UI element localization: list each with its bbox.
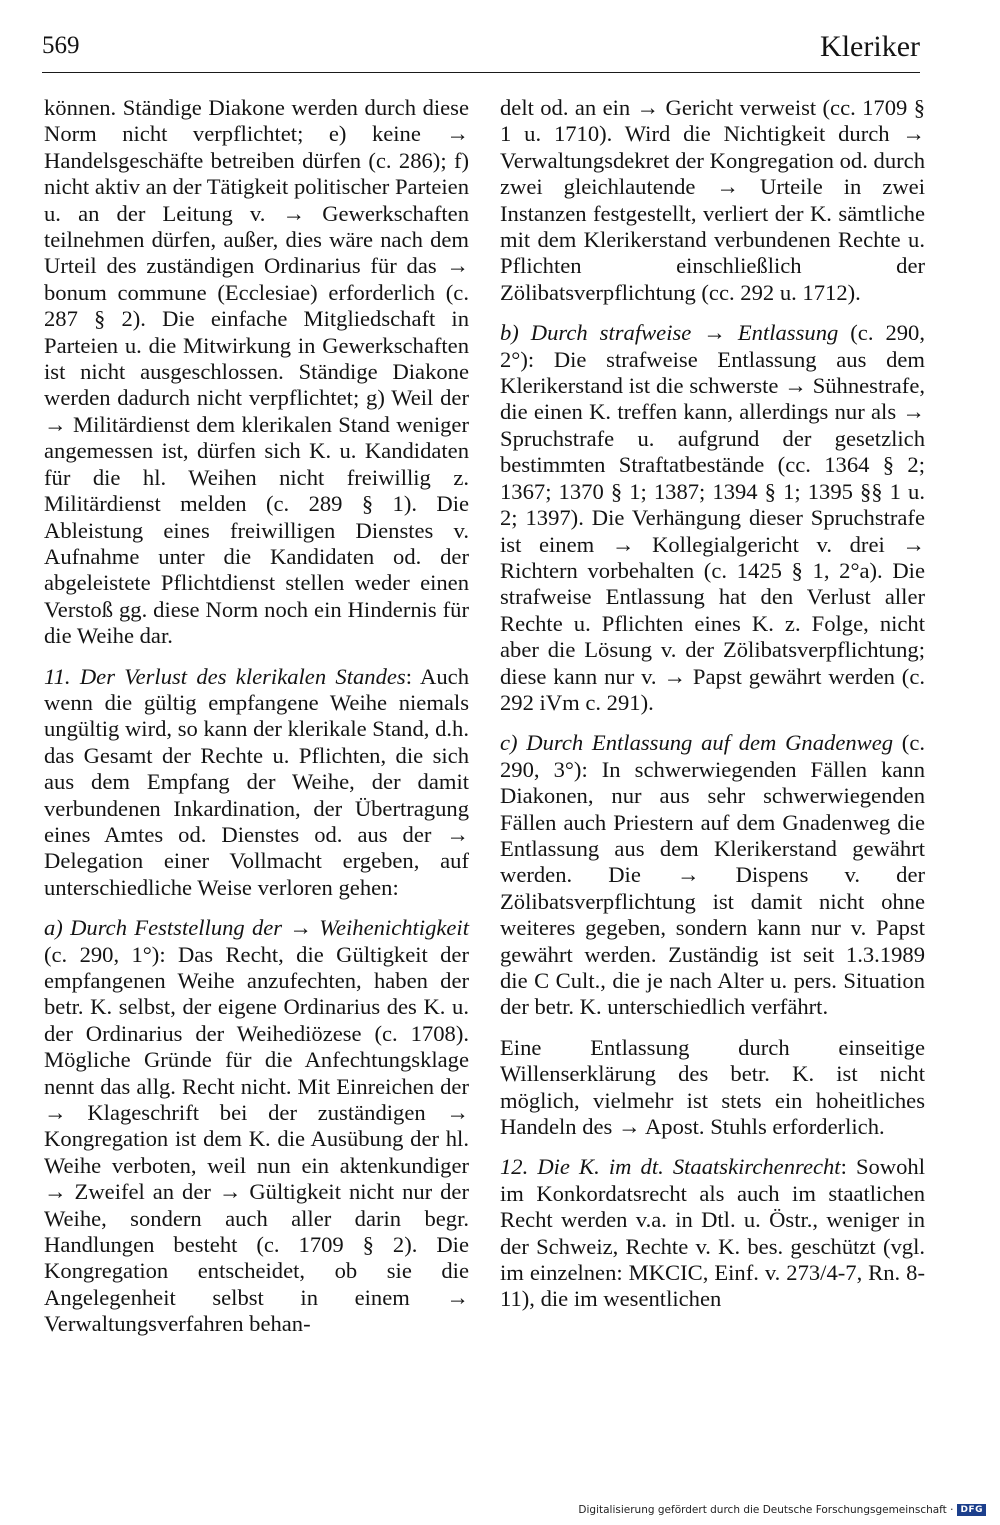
page-header: [42, 30, 920, 73]
paragraph: Eine Entlassung durch einseitige Willenserklärung des betr. K. ist nicht möglich, vielmehr ist stets ein hoheitliches Handeln des → Apost. Stuhls erforderlich.: [500, 1034, 925, 1140]
paragraph: [500, 730, 925, 1020]
paragraph-text: (c. 290, 1°): Das Recht, die Gültigkeit der empfangenen Weihe anzufechten, haben der betr. K. selbst, der eigene Ordinarius des K. u. der Ordinarius der Weihediözese (c. 1708). Mögliche Gründe für die Anfechtungsklage nennt das allg. Recht nicht. Mit Einreichen der → Klageschrift bei der zuständigen → Kongregation ist dem K. die Ausübung der hl. Weihe verboten, weil nun ein aktenkundiger → Zweifel an der → Gültigkeit nicht nur der Weihe, sondern auch aller darin begr. Handlungen besteht (c. 1709 § 2). Die Kongregation entscheidet, ob sie die Angelegenheit selbst in einem → Verwaltungsverfahren behan-: [44, 941, 469, 1337]
section-heading: 11. Der Verlust des klerikalen Standes: [44, 663, 406, 689]
paragraph: delt od. an ein → Gericht verweist (cc. 1709 § 1 u. 1710). Wird die Nichtigkeit durch → Verwaltungsdekret der Kongregation od. durch zwei gleichlautende → Urteile in zwei Instanzen festgestellt, verliert der K. sämtliche mit dem Klerikerstand verbundenen Rechte u. Pflichten einschließlich der Zölibatsverpflichtung (cc. 292 u. 1712).: [500, 95, 925, 305]
subsection-heading: b) Durch strafweise → Entlassung: [500, 320, 839, 346]
paragraph: [500, 1154, 925, 1312]
right-column: [500, 95, 925, 1327]
paragraph: [500, 320, 925, 716]
running-head: Kleriker: [820, 30, 920, 63]
paragraph-text: (c. 290, 3°): In schwerwiegenden Fällen kann Diakonen, nur aus sehr schwerwiegenden Fällen auch Priestern auf dem Gnadenweg die Entlassung aus dem Klerikerstand gewährt werden. Die → Dispens v. der Zölibatsverpflichtung ist damit nicht ohne weiteres gegeben, sondern kann nur v. Papst gewährt werden. Zuständig ist seit 1.3.1989 die C Cult., die je nach Alter u. pers. Situation der betr. K. unterschiedlich verfährt.: [500, 730, 925, 1020]
subsection-heading: a) Durch Feststellung der → Weihenichtigkeit: [44, 915, 469, 941]
paragraph-text: : Auch wenn die gültig empfangene Weihe niemals ungültig wird, so kann der klerikale Stand, d.h. das Gesamt der Rechte u. Pflichten, die sich aus dem Empfang der Weihe, der damit verbundenen Inkardination, der Übertragung eines Amtes od. Dienstes od. aus der → Delegation einer Vollmacht ergeben, auf unterschiedliche Weise verloren gehen:: [44, 663, 469, 900]
paragraph-text: (c. 290, 2°): Die strafweise Entlassung aus dem Klerikerstand ist die schwerste → Sühnestrafe, die einen K. treffen kann, allerdings nur als → Spruchstrafe u. aufgrund der gesetzlich bestimmten Straftatbestände (cc. 1364 § 2; 1367; 1370 § 1; 1387; 1394 § 1; 1395 §§ 1 u. 2; 1397). Die Verhängung dieser Spruchstrafe ist einem → Kollegialgericht v. drei → Richtern vorbehalten (c. 1425 § 1, 2°a). Die strafweise Entlassung hat den Verlust aller Rechte u. Pflichten eines K. z. Folge, nicht aber die Lösung v. der Zölibatsverpflichtung; diese kann nur v. → Papst gewährt werden (c. 292 iVm c. 291).: [500, 320, 925, 715]
subsection-heading: c) Durch Entlassung auf dem Gnadenweg: [500, 730, 894, 756]
page-number: 569: [42, 32, 80, 59]
digitization-footer: [578, 1504, 986, 1516]
paragraph: [44, 915, 469, 1338]
paragraph-text: : Sowohl im Konkordatsrecht als auch im staatlichen Recht werden v.a. in Dtl. u. Östr., weniger in der Schweiz, Rechte v. K. bes. geschützt (vgl. im einzelnen: MKCIC, Einf. v. 273/4-7, Rn. 8-11), die im wesentlichen: [500, 1154, 925, 1312]
paragraph: [44, 664, 469, 902]
paragraph: können. Ständige Diakone werden durch diese Norm nicht verpflichtet; e) keine → Handelsgeschäfte betreiben dürfen (c. 286); f) nicht aktiv an der Tätigkeit politischer Parteien u. an der Leitung v. → Gewerkschaften teilnehmen dürfen, außer, dies wäre nach dem Urteil des zuständigen Ordinarius für das → bonum commune (Ecclesiae) erforderlich (c. 287 § 2). Die einfache Mitgliedschaft in Parteien u. die Mitwirkung in Gewerkschaften ist nicht ausgeschlossen. Ständige Diakone werden dadurch nicht verpflichtet; g) Weil der → Militärdienst dem klerikalen Stand weniger angemessen ist, dürfen sich K. u. Kandidaten für die hl. Weihen nicht freiwillig z. Militärdienst melden (c. 289 § 1). Die Ableistung eines freiwilligen Dienstes v. Aufnahme unter die Kandidaten od. der abgeleistete Pflichtdienst stellen weder einen Verstoß gg. diese Norm noch ein Hindernis für die Weihe dar.: [44, 95, 469, 649]
left-column: [44, 95, 469, 1352]
section-heading: 12. Die K. im dt. Staatskirchenrecht: [500, 1154, 841, 1180]
footer-text: Digitalisierung gefördert durch die Deutsche Forschungsgemeinschaft ·: [578, 1504, 954, 1516]
dfg-logo: DFG: [957, 1504, 986, 1516]
